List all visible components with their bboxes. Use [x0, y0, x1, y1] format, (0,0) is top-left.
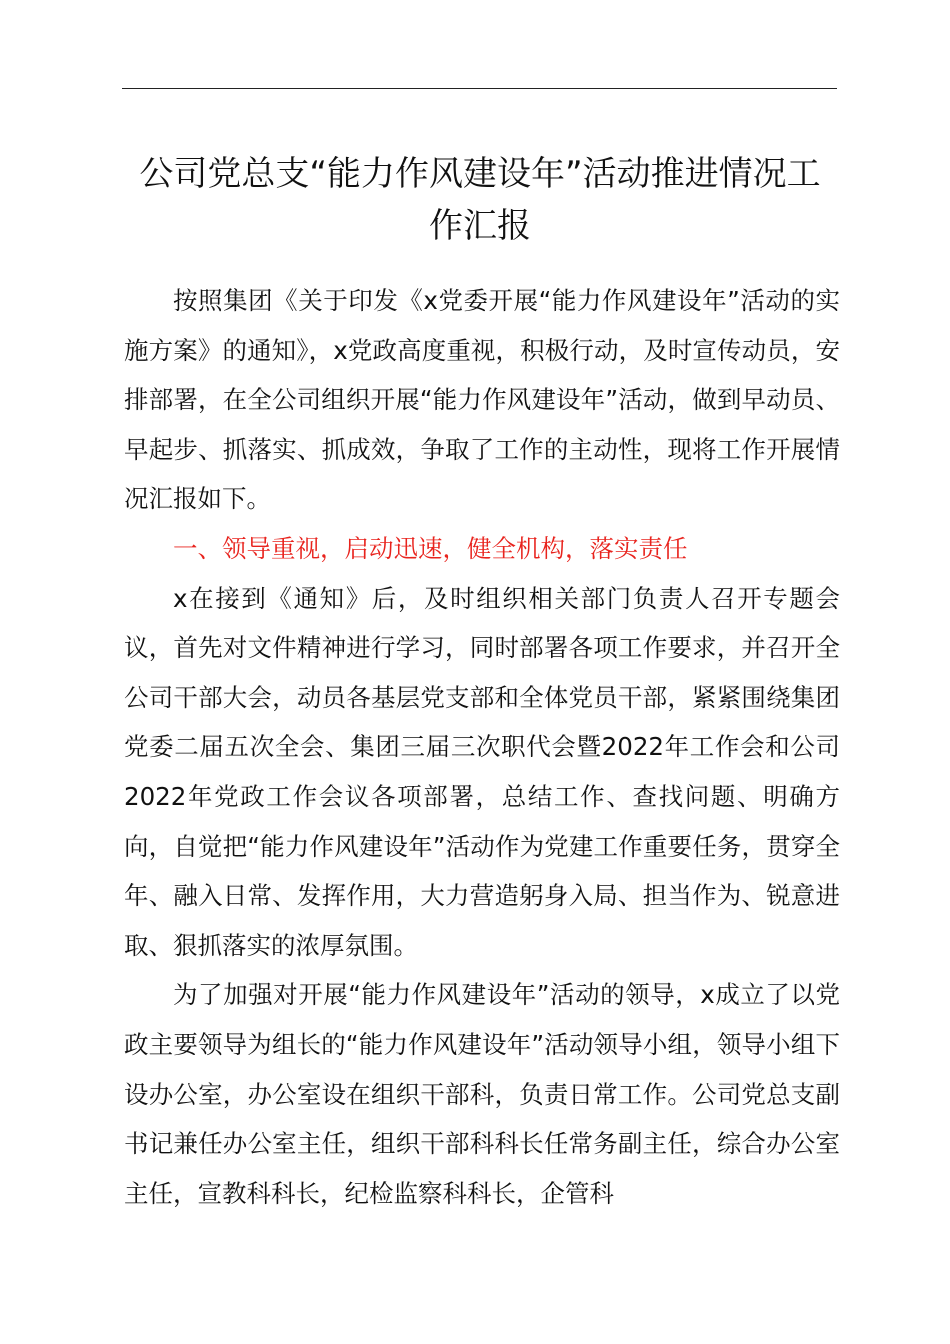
- header-rule: [122, 88, 837, 89]
- title-line-1: 公司党总支“能力作风建设年”活动推进情况工: [139, 154, 821, 194]
- body-paragraph-1: x在接到《通知》后，及时组织相关部门负责人召开专题会议，首先对文件精神进行学习，同时部署各项工作要求，并召开全公司干部大会，动员各基层党支部和全体党员干部，紧紧围绕集团党委二届五次全会、集团三届三次职代会暨2022年工作会和公司2022年党政工作会议各项部署，总结工作、查找问题、明确方向，自觉把“能力作风建设年”活动作为党建工作重要任务，贯穿全年、融入日常、发挥作用，大力营造躬身入局、担当作为、锐意进取、狠抓落实的浓厚氛围。: [124, 583, 840, 960]
- document-title: [100, 148, 860, 252]
- body-paragraph-2: 为了加强对开展“能力作风建设年”活动的领导，x成立了以党政主要领导为组长的“能力作风建设年”活动领导小组，领导小组下设办公室，办公室设在组织干部科，负责日常工作。公司党总支副书记兼任办公室主任，组织干部科科长任常务副主任，综合办公室主任，宣教科科长，纪检监察科科长，企管科: [124, 980, 840, 1208]
- title-line-2: 作汇报: [429, 206, 531, 246]
- section-heading-1: 一、领导重视，启动迅速，健全机构，落实责任: [173, 533, 688, 563]
- document-body: [124, 276, 840, 1218]
- intro-paragraph: 按照集团《关于印发《x党委开展“能力作风建设年”活动的实施方案》的通知》，x党政高度重视，积极行动，及时宣传动员，安排部署，在全公司组织开展“能力作风建设年”活动，做到早动员、早起步、抓落实、抓成效，争取了工作的主动性，现将工作开展情况汇报如下。: [124, 286, 840, 514]
